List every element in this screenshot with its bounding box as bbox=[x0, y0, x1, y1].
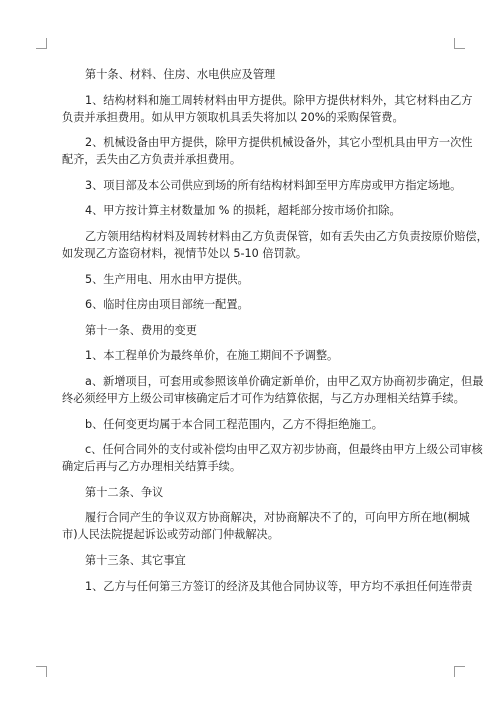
crop-mark-bottom-left bbox=[36, 666, 47, 677]
paragraph-line: 1、本工程单价为最终单价，在施工期间不予调整。 bbox=[85, 349, 339, 363]
crop-mark-bottom-right bbox=[454, 666, 465, 677]
paragraph-line: 1、乙方与任何第三方签订的经济及其他合同协议等，甲方均不承担任何连带责 bbox=[85, 579, 473, 593]
paragraph-line: 4、甲方按计算主材数量加 % 的损耗，超耗部分按市场价扣除。 bbox=[85, 204, 401, 218]
paragraph-line: 履行合同产生的争议双方协商解决，对协商解决不了的，可向甲方所在地(桐城 bbox=[85, 511, 470, 525]
document-body bbox=[62, 66, 488, 595]
paragraph-line: 负责并承担费用。如从甲方领取机具丢失将加以 20%的采购保管费。 bbox=[62, 110, 404, 124]
article-12-heading: 第十二条、争议 bbox=[85, 485, 164, 499]
article-11-heading: 第十一条、费用的变更 bbox=[85, 323, 197, 337]
paragraph-line: 乙方领用结构材料及周转材料由乙方负责保管，如有丢失由乙方负责按原价赔偿， bbox=[85, 229, 488, 243]
paragraph-line: 终必须经甲方上级公司审核确定后才可作为结算依据，与乙方办理相关结算手续。 bbox=[62, 391, 465, 405]
paragraph-line: 1、结构材料和施工周转材料由甲方提供。除甲方提供材料外，其它材料由乙方 bbox=[85, 93, 473, 107]
paragraph-line: 3、项目部及本公司供应到场的所有结构材料卸至甲方库房或甲方指定场地。 bbox=[85, 178, 462, 192]
paragraph-line: a、新增项目，可套用或参照该单价确定新单价，由甲乙双方协商初步确定，但最 bbox=[85, 374, 484, 388]
paragraph-line: 2、机械设备由甲方提供，除甲方提供机械设备外，其它小型机具由甲方一次性 bbox=[85, 136, 473, 150]
paragraph-line: 确定后再与乙方办理相关结算手续。 bbox=[62, 460, 242, 474]
article-13-heading: 第十三条、其它事宜 bbox=[85, 553, 186, 567]
crop-mark-top-left bbox=[36, 38, 47, 49]
paragraph-line: b、任何变更均属于本合同工程范围内，乙方不得拒绝施工。 bbox=[85, 417, 383, 431]
paragraph-line: 配齐，丢失由乙方负责并承担费用。 bbox=[62, 153, 242, 167]
paragraph-line: 5、生产用电、用水由甲方提供。 bbox=[85, 272, 249, 286]
crop-mark-top-right bbox=[454, 38, 465, 49]
paragraph-line: 如发现乙方盗窃材料，视情节处以 5-10 倍罚款。 bbox=[62, 246, 308, 260]
article-10-heading: 第十条、材料、住房、水电供应及管理 bbox=[85, 68, 276, 81]
paragraph-line: 市)人民法院提起诉讼或劳动部门仲裁解决。 bbox=[62, 528, 279, 542]
paragraph-line: 6、临时住房由项目部统一配置。 bbox=[85, 298, 249, 312]
paragraph-line: c、任何合同外的支付或补偿均由甲乙双方初步协商，但最终由甲方上级公司审核 bbox=[85, 443, 483, 457]
